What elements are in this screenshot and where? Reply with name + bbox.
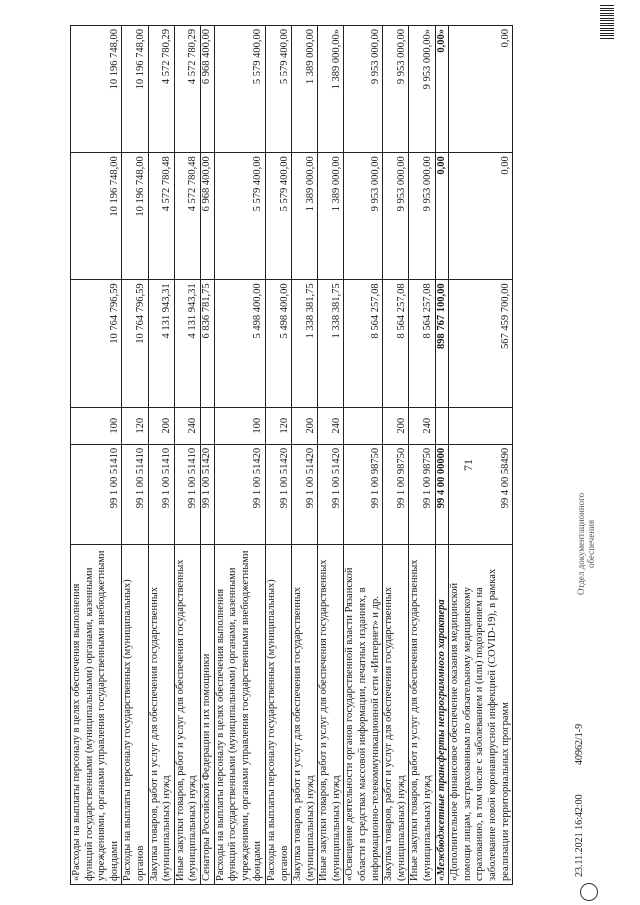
- table-row: [214, 26, 265, 885]
- row-name-cell: «Освещение деятельности органов государственной власти Рязанской области в средствах массовой информации, печатных изданиях, в информационно-телекоммуникационной сети «Интернет» и др.: [344, 544, 383, 884]
- row-value-2021-cell: 8 564 257,08: [344, 280, 383, 407]
- row-vr-cell: [200, 407, 214, 444]
- row-value-2022-cell: 6 968 400,00: [200, 153, 214, 280]
- row-code-cell: 99 4 00 58490: [449, 444, 513, 544]
- row-value-2023-cell: 10 196 748,00: [71, 26, 122, 153]
- row-code-cell: 99 1 00 51420: [318, 444, 344, 544]
- row-name-cell: «Расходы на выплаты персоналу в целях обеспечения выполнения функций государственными (муниципальными) органами, казенными учреждениями, органами управления государственными внебюджетными фондами: [71, 544, 122, 884]
- row-value-2022-cell: 1 389 000,00: [318, 153, 344, 280]
- row-value-2021-cell: 898 767 100,00: [435, 280, 449, 407]
- row-name-cell: Расходы на выплаты персоналу в целях обеспечения выполнения функций государственными (муниципальными) органами, казенными учреждениями, органами управления государственными внебюджетными фондами: [214, 544, 265, 884]
- row-code-cell: 99 1 00 51410: [71, 444, 122, 544]
- row-value-2021-cell: 10 764 796,59: [71, 280, 122, 407]
- row-value-2023-cell: 1 389 000,00: [292, 26, 318, 153]
- row-value-2021-cell: 5 498 400,00: [214, 280, 265, 407]
- row-value-2023-cell: 1 389 000,00»: [318, 26, 344, 153]
- row-code-cell: 99 1 00 51420: [292, 444, 318, 544]
- table-row: [318, 26, 344, 885]
- emblem-icon: [580, 883, 598, 901]
- table-row: [265, 26, 291, 885]
- table-row: [148, 26, 174, 885]
- row-vr-cell: 200: [292, 407, 318, 444]
- row-code-cell: 99 1 00 51420: [265, 444, 291, 544]
- row-value-2022-cell: 5 579 400,00: [214, 153, 265, 280]
- table-row: [435, 26, 449, 885]
- row-value-2023-cell: 10 196 748,00: [122, 26, 148, 153]
- row-code-cell: 99 1 00 98750: [409, 444, 435, 544]
- row-value-2022-cell: 4 572 780,48: [148, 153, 174, 280]
- row-value-2022-cell: 10 196 748,00: [122, 153, 148, 280]
- row-value-2022-cell: 9 953 000,00: [409, 153, 435, 280]
- row-value-2023-cell: 5 579 400,00: [265, 26, 291, 153]
- row-value-2022-cell: 9 953 000,00: [383, 153, 409, 280]
- row-value-2022-cell: 4 572 780,48: [174, 153, 200, 280]
- row-value-2021-cell: 4 131 943,31: [148, 280, 174, 407]
- page-number: 71: [461, 459, 475, 471]
- table-row: [122, 26, 148, 885]
- row-value-2021-cell: 5 498 400,00: [265, 280, 291, 407]
- row-value-2021-cell: 4 131 943,31: [174, 280, 200, 407]
- row-vr-cell: [449, 407, 513, 444]
- footer-doc-number: 40962/1-9: [574, 723, 585, 765]
- row-vr-cell: 240: [318, 407, 344, 444]
- stamp-line-2: обеспечения: [586, 519, 596, 568]
- row-value-2023-cell: 6 968 400,00: [200, 26, 214, 153]
- row-value-2021-cell: 8 564 257,08: [409, 280, 435, 407]
- row-name-cell: Закупка товаров, работ и услуг для обеспечения государственных (муниципальных) нужд: [383, 544, 409, 884]
- row-vr-cell: 120: [122, 407, 148, 444]
- row-name-cell: Сенаторы Российской Федерации и их помощники: [200, 544, 214, 884]
- budget-table: [70, 25, 513, 885]
- row-code-cell: 99 4 00 00000: [435, 444, 449, 544]
- row-name-cell: Расходы на выплаты персоналу государственных (муниципальных) органов: [265, 544, 291, 884]
- stamp-line-1: Отдел документационного: [576, 492, 586, 595]
- table-row: [344, 26, 383, 885]
- table-row: [71, 26, 122, 885]
- row-value-2021-cell: 1 338 381,75: [292, 280, 318, 407]
- row-value-2023-cell: 9 953 000,00»: [409, 26, 435, 153]
- table-row: [383, 26, 409, 885]
- row-value-2023-cell: 5 579 400,00: [214, 26, 265, 153]
- row-value-2022-cell: 5 579 400,00: [265, 153, 291, 280]
- row-code-cell: 99 1 00 98750: [344, 444, 383, 544]
- row-value-2021-cell: 1 338 381,75: [318, 280, 344, 407]
- row-vr-cell: 200: [383, 407, 409, 444]
- table-row: [174, 26, 200, 885]
- row-value-2023-cell: 0,00: [449, 26, 513, 153]
- row-name-cell: Иные закупки товаров, работ и услуг для обеспечения государственных (муниципальных) нужд: [409, 544, 435, 884]
- row-value-2021-cell: 6 836 781,75: [200, 280, 214, 407]
- row-code-cell: 99 1 00 98750: [383, 444, 409, 544]
- footer-datetime: 23.11.2021 16:42:00: [574, 794, 585, 877]
- row-vr-cell: [344, 407, 383, 444]
- row-name-cell: Расходы на выплаты персоналу государственных (муниципальных) органов: [122, 544, 148, 884]
- row-value-2023-cell: 4 572 780,29: [148, 26, 174, 153]
- row-vr-cell: 100: [214, 407, 265, 444]
- row-code-cell: 99 1 00 51410: [174, 444, 200, 544]
- row-name-cell: Иные закупки товаров, работ и услуг для обеспечения государственных (муниципальных) нужд: [318, 544, 344, 884]
- row-code-cell: 99 1 00 51410: [122, 444, 148, 544]
- barcode-icon: [600, 5, 614, 39]
- row-value-2023-cell: 0,00»: [435, 26, 449, 153]
- row-value-2023-cell: 9 953 000,00: [344, 26, 383, 153]
- row-code-cell: 99 1 00 51410: [148, 444, 174, 544]
- row-value-2022-cell: 0,00: [449, 153, 513, 280]
- row-value-2023-cell: 9 953 000,00: [383, 26, 409, 153]
- department-stamp: [576, 493, 596, 595]
- row-vr-cell: 100: [71, 407, 122, 444]
- row-value-2022-cell: 10 196 748,00: [71, 153, 122, 280]
- row-code-cell: 99 1 00 51420: [214, 444, 265, 544]
- row-value-2021-cell: 10 764 796,59: [122, 280, 148, 407]
- row-vr-cell: 120: [265, 407, 291, 444]
- row-value-2022-cell: 9 953 000,00: [344, 153, 383, 280]
- table-row: [409, 26, 435, 885]
- row-code-cell: 99 1 00 51420: [200, 444, 214, 544]
- row-name-cell: «Дополнительное финансовое обеспечение оказания медицинской помощи лицам, застрахованным по обязательному медицинскому страхованию, в том числе с заболеванием и (или) подозрением на заболевание новой коронавирусной инфекцией (COVID-19), в рамках реализации территориальных программ: [449, 544, 513, 884]
- row-value-2022-cell: 0,00: [435, 153, 449, 280]
- row-vr-cell: [435, 407, 449, 444]
- row-value-2023-cell: 4 572 780,29: [174, 26, 200, 153]
- table-row: [292, 26, 318, 885]
- table-row: [449, 26, 513, 885]
- row-name-cell: Закупка товаров, работ и услуг для обеспечения государственных (муниципальных) нужд: [148, 544, 174, 884]
- row-name-cell: Закупка товаров, работ и услуг для обеспечения государственных (муниципальных) нужд: [292, 544, 318, 884]
- table-row: [200, 26, 214, 885]
- row-value-2021-cell: 567 459 700,00: [449, 280, 513, 407]
- row-name-cell: Иные закупки товаров, работ и услуг для обеспечения государственных (муниципальных) нужд: [174, 544, 200, 884]
- row-vr-cell: 240: [174, 407, 200, 444]
- row-value-2022-cell: 1 389 000,00: [292, 153, 318, 280]
- row-vr-cell: 240: [409, 407, 435, 444]
- row-value-2021-cell: 8 564 257,08: [383, 280, 409, 407]
- row-name-cell: «Межбюджетные трансферты непрограммного характера: [435, 544, 449, 884]
- budget-table-body: [71, 26, 513, 885]
- row-vr-cell: 200: [148, 407, 174, 444]
